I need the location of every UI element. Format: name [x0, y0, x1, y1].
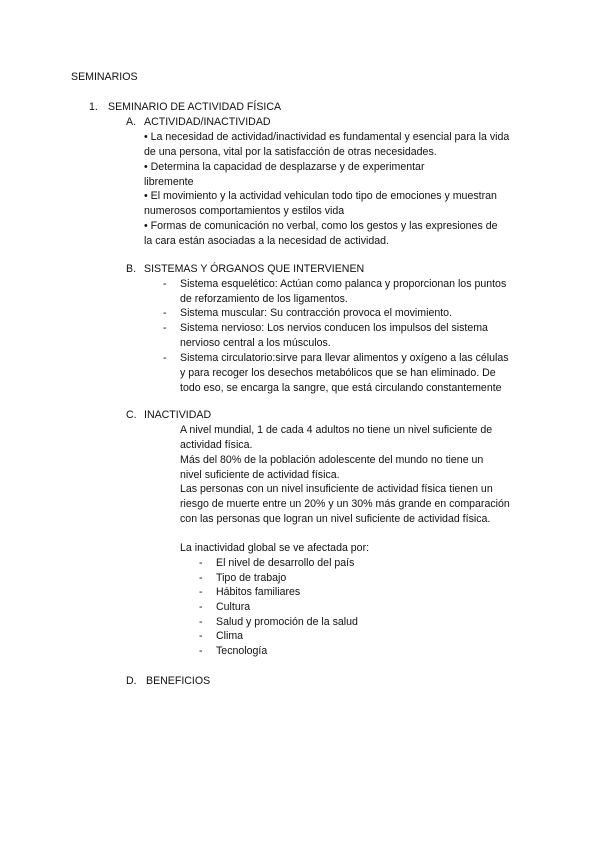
factor-dash: - [199, 601, 203, 613]
bullet-line: numerosos comportamientos y estilos vida [144, 204, 345, 217]
bullet-line: • El movimiento y la actividad vehiculan todo tipo de emociones y muestran [144, 190, 497, 202]
paragraph-line: riesgo de muerte entre un 20% y un 30% más grande en comparación [180, 497, 510, 510]
factor-item: Salud y promoción de la salud [216, 616, 358, 628]
paragraph-c1 [180, 423, 492, 453]
dash-marker: - [163, 278, 167, 290]
dash-marker: - [163, 307, 167, 319]
item-line: Sistema muscular: Su contracción provoca el movimiento. [180, 307, 453, 319]
bullet-line: • La necesidad de actividad/inactividad es fundamental y esencial para la vida [144, 131, 510, 143]
subsection-a-letter: A. [126, 116, 137, 128]
factor-item: El nivel de desarrollo del país [216, 557, 355, 569]
dash-marker: - [163, 352, 167, 364]
factors-intro: La inactividad global se ve afectada por: [180, 542, 370, 554]
bullet-line: de una persona, vital por la satisfacción de otras necesidades. [144, 145, 437, 158]
factor-dash: - [199, 572, 203, 584]
paragraph-line: Más del 80% de la población adolescente del mundo no tiene un [180, 454, 484, 466]
item-line: de reforzamiento de los ligamentos. [180, 292, 348, 305]
bullet-a1 [144, 130, 509, 160]
item-line: Sistema nervioso: Los nervios conducen los impulsos del sistema [180, 322, 488, 334]
item-line: todo eso, se encarga la sangre, que está circulando constantemente [180, 381, 502, 394]
section-number: 1. [89, 101, 98, 113]
paragraph-line: Las personas con un nivel insuficiente de actividad física tienen un [180, 483, 493, 495]
dash-marker: - [163, 322, 167, 334]
paragraph-line: A nivel mundial, 1 de cada 4 adultos no tiene un nivel suficiente de [180, 424, 493, 436]
bullet-line: • Determina la capacidad de desplazarse y de experimentar [144, 161, 425, 173]
factor-dash: - [199, 645, 203, 657]
section-title: SEMINARIO DE ACTIVIDAD FÍSICA [108, 101, 282, 113]
subsection-c-title: INACTIVIDAD [144, 409, 212, 421]
bullet-line: libremente [144, 175, 194, 188]
paragraph-line: actividad física. [180, 438, 253, 451]
bullet-a4 [144, 219, 497, 249]
item-line: nervioso central a los músculos. [180, 336, 331, 349]
factor-dash: - [199, 586, 203, 598]
factor-item: Clima [216, 630, 244, 642]
factor-item: Tipo de trabajo [216, 572, 287, 584]
paragraph-c2 [180, 453, 483, 483]
paragraph-line: con las personas que logran un nivel suficiente de actividad física. [180, 512, 491, 525]
item-line: Sistema esquelético: Actúan como palanca y proporcionan los puntos [180, 278, 507, 290]
subsection-c-letter: C. [126, 409, 137, 421]
factor-item: Cultura [216, 601, 251, 613]
subsection-d-title: BENEFICIOS [146, 675, 211, 687]
paragraph-line: nivel suficiente de actividad física. [180, 468, 340, 481]
bullet-a2 [144, 160, 424, 190]
factor-dash: - [199, 557, 203, 569]
item-line: y para recoger los desechos metabólicos que se han eliminado. De [180, 366, 496, 379]
bullet-a3 [144, 189, 497, 219]
document-title: SEMINARIOS [71, 71, 138, 83]
subsection-b-title: SISTEMAS Y ÓRGANOS QUE INTERVIENEN [144, 263, 365, 275]
subsection-a-title: ACTIVIDAD/INACTIVIDAD [144, 116, 271, 128]
bullet-line: • Formas de comunicación no verbal, como los gestos y las expresiones de [144, 220, 498, 232]
factor-dash: - [199, 616, 203, 628]
item-line: Sistema circulatorio:sirve para llevar alimentos y oxígeno a las células [180, 352, 509, 364]
bullet-line: la cara están asociadas a la necesidad de actividad. [144, 234, 389, 247]
factor-item: Tecnología [216, 645, 268, 657]
paragraph-c3 [180, 482, 510, 526]
factor-dash: - [199, 630, 203, 642]
subsection-b-letter: B. [126, 263, 137, 275]
subsection-d-letter: D. [126, 675, 137, 687]
factor-item: Hábitos familiares [216, 586, 301, 598]
